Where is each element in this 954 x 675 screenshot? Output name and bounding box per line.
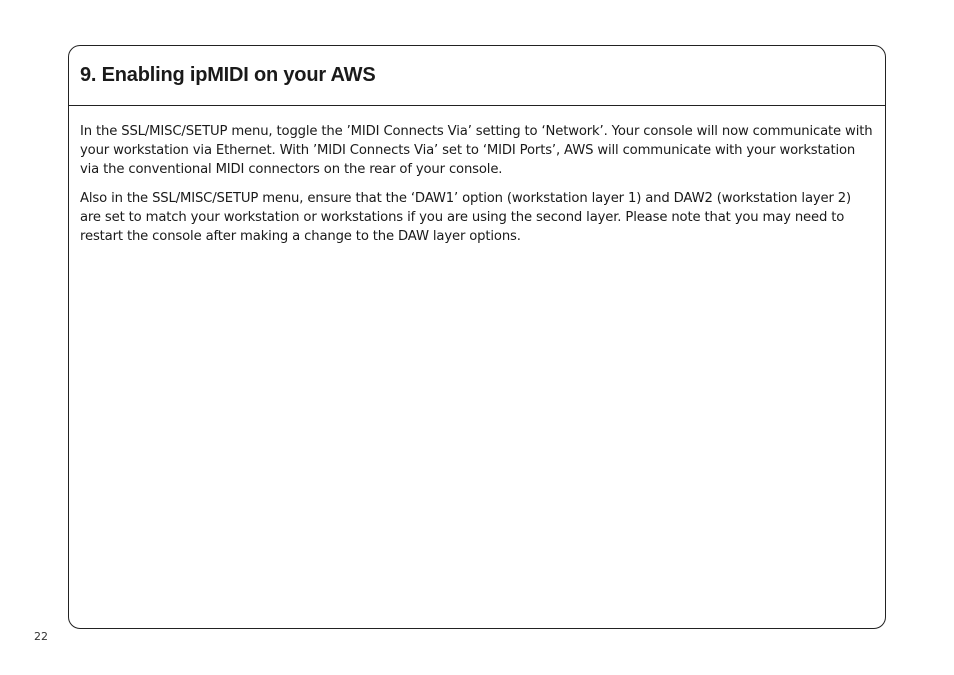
section-title: 9. Enabling ipMIDI on your AWS — [80, 64, 376, 86]
section-body — [69, 106, 885, 246]
section-header — [69, 46, 885, 106]
page-number: 22 — [34, 630, 48, 643]
body-paragraph-2: Also in the SSL/MISC/SETUP menu, ensure that the ‘DAW1’ option (workstation layer 1) and DAW2 (workstation layer 2) are set to match your workstation or workstations if you are using the second layer. Please note that you may need to restart the console after making a change to the DAW layer options. — [80, 190, 852, 245]
body-paragraph-1: In the SSL/MISC/SETUP menu, toggle the ’MIDI Connects Via’ setting to ‘Network’. Your console will now communicate with your workstation via Ethernet. With ’MIDI Connects Via’ set to ‘MIDI Ports’, AWS will communicate with your workstation via the conventional MIDI connectors on the rear of your console. — [80, 124, 873, 178]
section-panel — [68, 45, 886, 629]
